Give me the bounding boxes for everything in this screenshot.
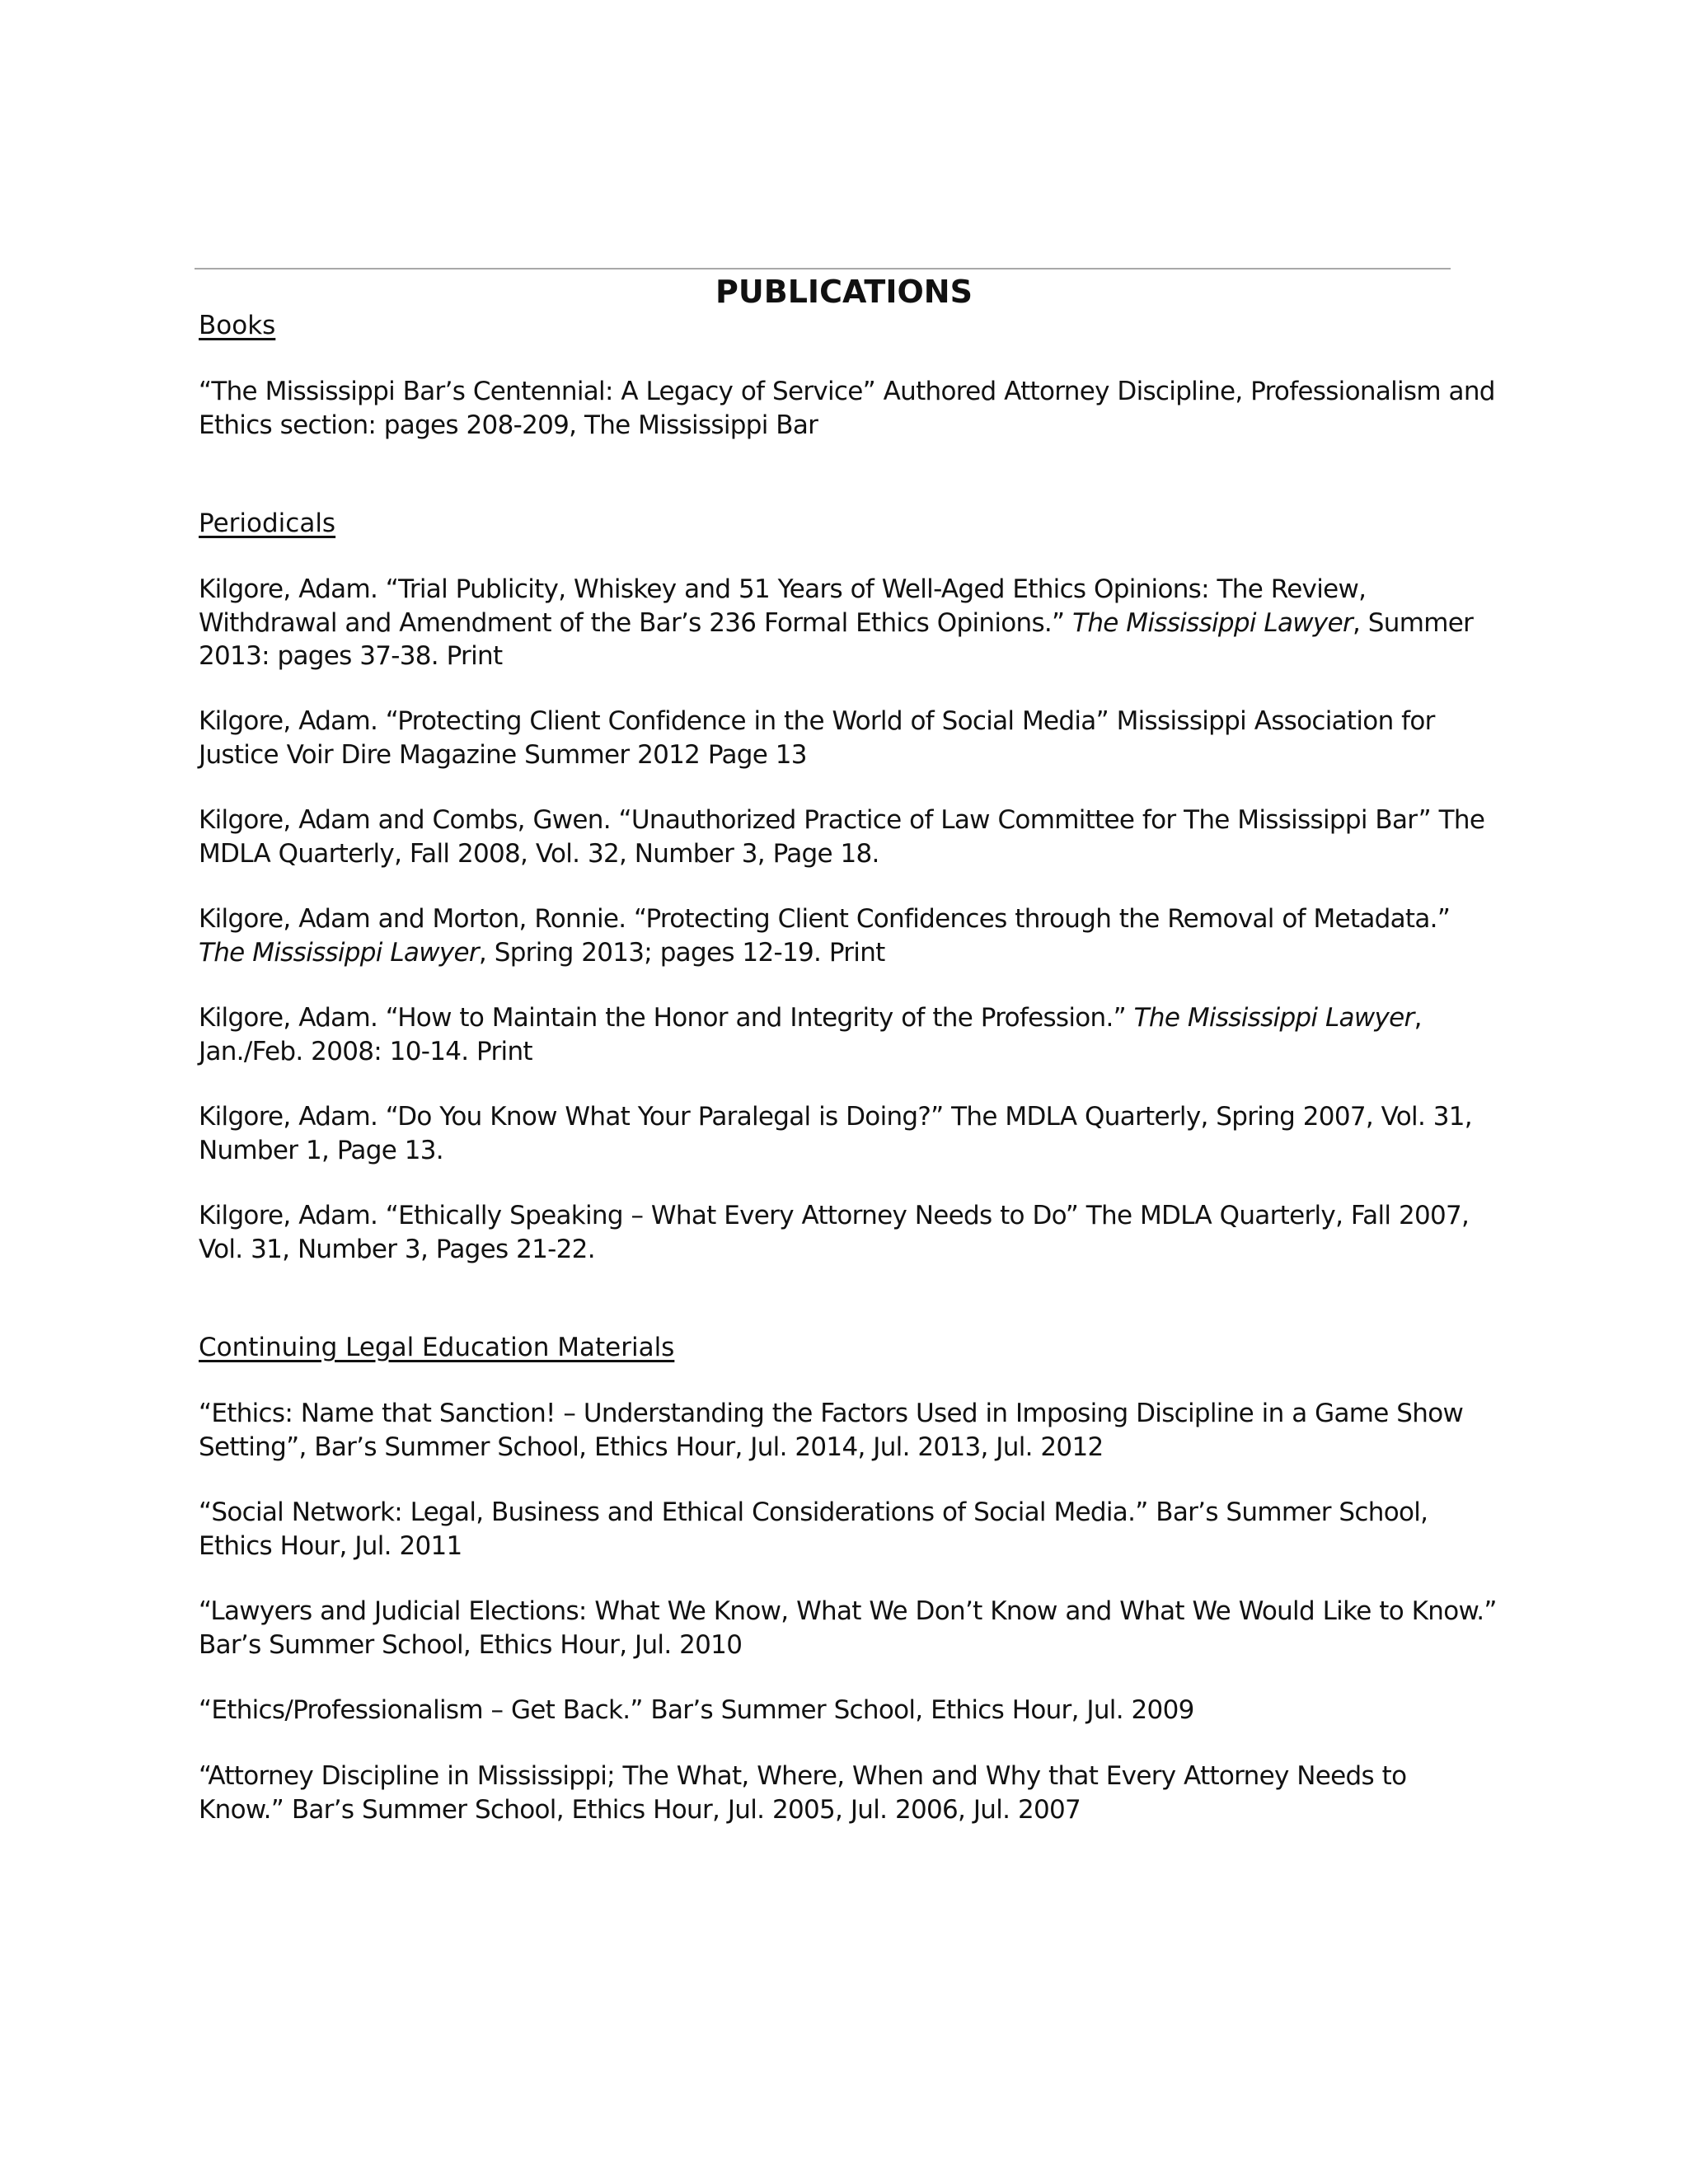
cle-entry: “Ethics/Professionalism – Get Back.” Bar’s Summer School, Ethics Hour, Jul. 2009: [199, 1695, 1194, 1725]
entry-text: , Spring 2013; pages 12-19. Print: [478, 937, 885, 968]
periodical-entry: Kilgore, Adam and Combs, Gwen. “Unauthorized Practice of Law Committee for The Mississippi Bar” The MDLA Quarterly, Fall 2008, Vol. 32, Number 3, Page 18.: [199, 805, 1485, 869]
cle-entry: “Attorney Discipline in Mississippi; The What, Where, When and Why that Every Attorney Needs to Know.” Bar’s Summer School, Ethics Hour, Jul. 2005, Jul. 2006, Jul. 2007: [199, 1761, 1407, 1825]
cle-entry: “Social Network: Legal, Business and Ethical Considerations of Social Media.” Bar’s Summer School, Ethics Hour, Jul. 2011: [199, 1497, 1428, 1561]
periodicals-heading: Periodicals: [199, 509, 336, 538]
book-entry: “The Mississippi Bar’s Centennial: A Legacy of Service” Authored Attorney Discipline, Professionalism and Ethics section: pages 208-209, The Mississippi Bar: [199, 377, 1495, 440]
cle-entry: “Ethics: Name that Sanction! – Understanding the Factors Used in Imposing Discipline in a Game Show Setting”, Bar’s Summer School, Ethics Hour, Jul. 2014, Jul. 2013, Jul. 2012: [199, 1399, 1464, 1462]
entry-text: Kilgore, Adam. “How to Maintain the Honor and Integrity of the Profession.”: [199, 1003, 1134, 1033]
cle-entry: “Lawyers and Judicial Elections: What We Know, What We Don’t Know and What We Would Like to Know.” Bar’s Summer School, Ethics Hour, Jul. 2010: [199, 1596, 1497, 1660]
periodical-entry: Kilgore, Adam. “Do You Know What Your Paralegal is Doing?” The MDLA Quarterly, Spring 2007, Vol. 31, Number 1, Page 13.: [199, 1102, 1472, 1165]
periodical-entry: [199, 1001, 1497, 1068]
periodical-entry: [199, 902, 1497, 969]
entry-text: Kilgore, Adam and Morton, Ronnie. “Protecting Client Confidences through the Removal of Metadata.”: [199, 904, 1451, 934]
periodical-entry: Kilgore, Adam. “Protecting Client Confidence in the World of Social Media” Mississippi Association for Justice Voir Dire Magazine Summer 2012 Page 13: [199, 706, 1435, 770]
books-heading: Books: [199, 311, 276, 340]
publication-title: The Mississippi Lawyer: [199, 937, 479, 968]
periodical-entry: [199, 573, 1497, 673]
entry-text: Kilgore, Adam. “Trial Publicity, Whiskey and 51 Years of Well-Aged Ethics Opinions: The Review, Withdrawal and Amendment of the Bar’s 236 Formal Ethics Opinions.”: [199, 574, 1367, 638]
page-title: PUBLICATIONS: [715, 274, 973, 310]
entry-text: , Jan./Feb. 2008: 10-14. Print: [199, 1003, 1422, 1066]
publication-title: The Mississippi Lawyer: [1133, 1003, 1414, 1033]
entry-text: , Summer 2013: pages 37-38. Print: [199, 607, 1474, 671]
cle-heading: Continuing Legal Education Materials: [199, 1333, 675, 1362]
periodical-entry: Kilgore, Adam. “Ethically Speaking – What Every Attorney Needs to Do” The MDLA Quarterly, Fall 2007, Vol. 31, Number 3, Pages 21-22.: [199, 1201, 1470, 1264]
publication-title: The Mississippi Lawyer: [1072, 607, 1353, 638]
